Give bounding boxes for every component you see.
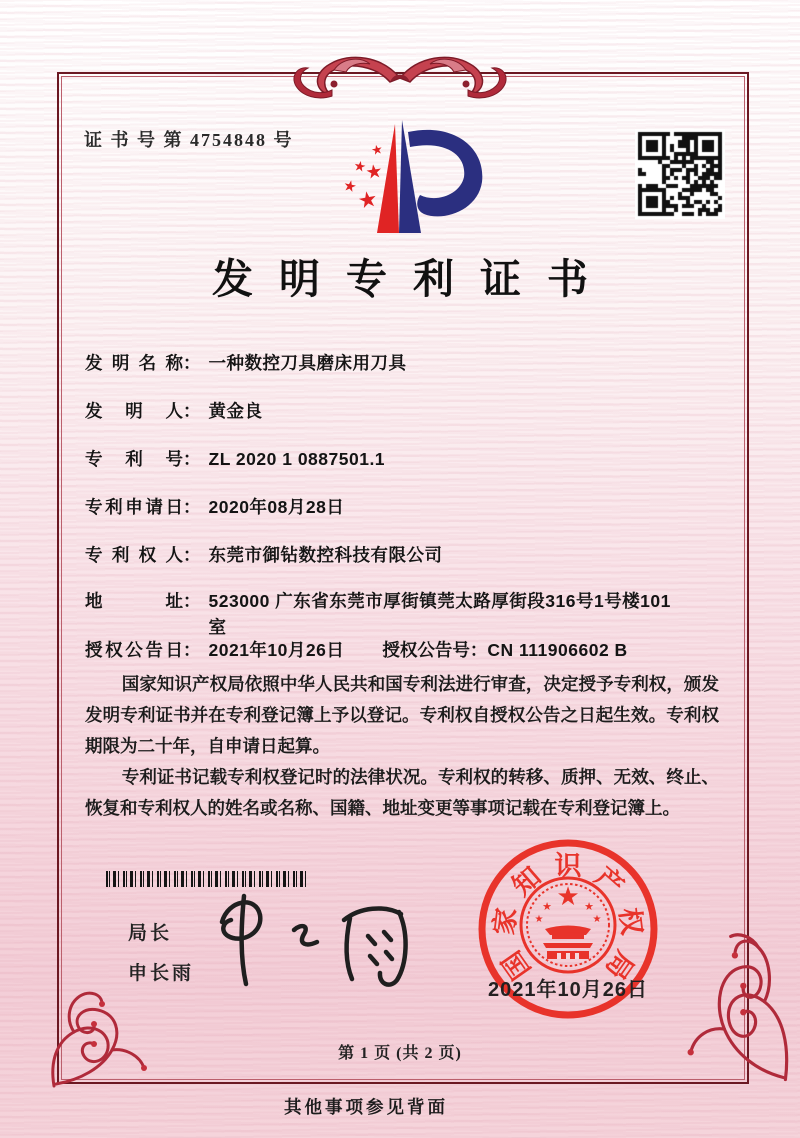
svg-text:家: 家 bbox=[488, 906, 523, 937]
director-signature bbox=[198, 882, 436, 994]
official-seal bbox=[472, 833, 664, 1025]
director-name: 申长雨 bbox=[128, 963, 195, 984]
svg-text:局: 局 bbox=[599, 945, 640, 985]
svg-text:★: ★ bbox=[364, 159, 385, 185]
national-emblem bbox=[521, 878, 615, 972]
field-address: 地址： 523000 广东省东莞市厚街镇莞太路厚街段316号1号楼101 室 bbox=[85, 591, 671, 637]
svg-text:★: ★ bbox=[584, 900, 594, 913]
page-indicator: 第 1 页 (共 2 页) bbox=[338, 1045, 462, 1062]
svg-text:★: ★ bbox=[352, 158, 368, 177]
corner-flourish-right bbox=[678, 928, 796, 1088]
svg-text:识: 识 bbox=[554, 851, 582, 881]
seal-date: 2021年10月26日 bbox=[488, 979, 648, 1001]
svg-text:产: 产 bbox=[589, 861, 630, 902]
svg-text:★: ★ bbox=[341, 175, 359, 197]
svg-text:★: ★ bbox=[370, 142, 385, 160]
svg-text:★: ★ bbox=[542, 900, 552, 913]
qr-code-container bbox=[635, 129, 725, 219]
qr-code bbox=[635, 129, 725, 219]
field-patentee: 专利权人： 东莞市御钻数控科技有限公司 bbox=[85, 545, 443, 565]
svg-text:★: ★ bbox=[556, 882, 580, 912]
certificate-number: 证 书 号 第 4754848 号 bbox=[84, 130, 294, 150]
field-invention-name: 发明名称： 一种数控刀具磨床用刀具 bbox=[85, 353, 407, 373]
cnipa-logo bbox=[336, 90, 506, 240]
certificate-title: 发明专利证书 bbox=[212, 256, 614, 302]
logo-navy-bowl bbox=[408, 130, 482, 217]
legal-paragraph-2: 专利证书记载专利权登记时的法律状况。专利权的转移、质押、无效、终止、恢复和专利权人的姓名或名称、国籍、地址变更等事项记载在专利登记簿上。 bbox=[85, 767, 719, 818]
svg-text:★: ★ bbox=[355, 186, 380, 215]
field-grant-number: 授权公告号：CN 111906602 B bbox=[382, 640, 628, 660]
field-patent-number: 专利号： ZL 2020 1 0887501.1 bbox=[85, 449, 386, 469]
field-filing-date: 专利申请日： 2020年08月28日 bbox=[85, 497, 345, 517]
svg-text:★: ★ bbox=[534, 914, 544, 925]
svg-text:知: 知 bbox=[506, 861, 547, 902]
director-title: 局长 bbox=[128, 923, 173, 944]
field-inventor: 发明人： 黄金良 bbox=[85, 401, 263, 421]
field-grant-date: 授权公告日： 2021年10月26日 授权公告号：CN 111906602 B bbox=[85, 640, 628, 660]
logo-stars bbox=[342, 142, 385, 215]
legal-paragraph-1: 国家知识产权局依照中华人民共和国专利法进行审查，决定授予专利权，颁发发明专利证书并在专利登记簿上予以登记。专利权自授权公告之日起生效。专利权期限为二十年，自申请日起算。 bbox=[85, 674, 719, 756]
legal-text bbox=[85, 669, 719, 824]
svg-text:权: 权 bbox=[613, 906, 648, 937]
back-side-note: 其他事项参见背面 bbox=[284, 1097, 448, 1117]
director-block bbox=[128, 918, 194, 998]
svg-text:★: ★ bbox=[592, 914, 602, 925]
svg-text:国: 国 bbox=[496, 945, 537, 985]
